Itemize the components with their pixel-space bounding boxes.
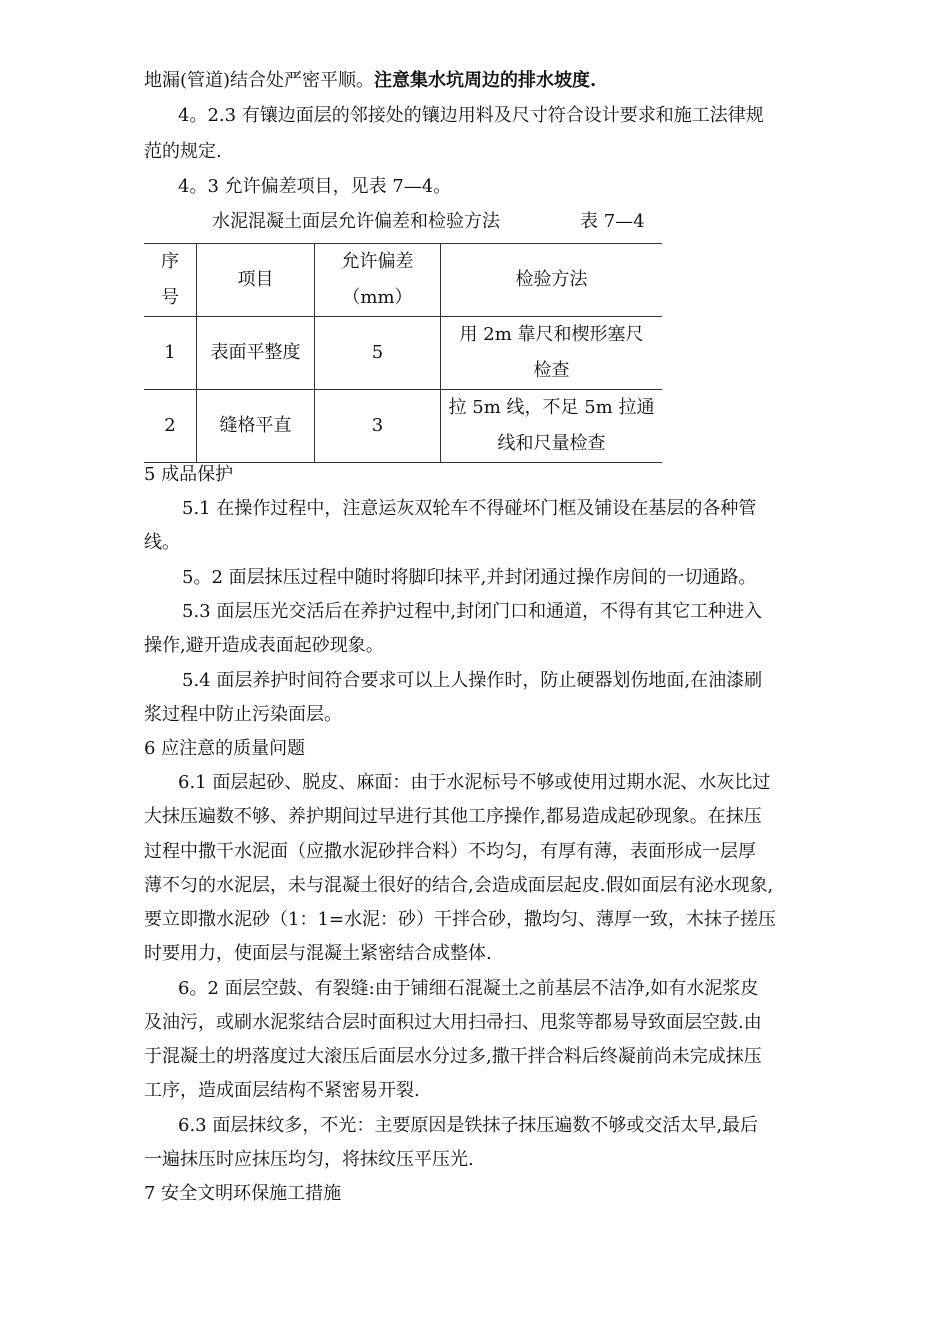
table-row [144, 317, 662, 390]
section-7-heading: 7 安全文明环保施工措施 [144, 1183, 342, 1204]
header-no-line1: 序 [161, 251, 179, 272]
p54-line-2: 浆过程中防止污染面层。 [144, 704, 342, 725]
header-method: 检验方法 [441, 244, 663, 317]
header-item: 项目 [197, 244, 315, 317]
p54-line-1: 5.4 面层养护时间符合要求可以上人操作时，防止硬器划伤地面,在油漆刷 [182, 670, 763, 691]
row-method-line2: 检查 [533, 360, 570, 381]
deviation-table [144, 243, 662, 463]
table-row [144, 390, 662, 463]
intro-line-1 [144, 69, 596, 93]
row-item: 缝格平直 [197, 390, 315, 463]
p61-line: 过程中撒干水泥面（应撒水泥砂拌合料）不均匀，有厚有薄，表面形成一层厚 [144, 841, 756, 862]
table-number: 表 7—4 [580, 211, 645, 232]
header-tol-line2: （mm） [342, 287, 413, 308]
p423-line-1: 4。2.3 有镶边面层的邻接处的镶边用料及尺寸符合设计要求和施工法律规 [178, 105, 764, 126]
p53-line-2: 操作,避开造成表面起砂现象。 [144, 635, 384, 656]
header-tolerance [315, 244, 441, 317]
intro-text: 地漏(管道)结合处严密平顺。 [144, 70, 375, 91]
p62-line: 工序，造成面层结构不紧密易开裂. [144, 1080, 420, 1101]
p51-line-1: 5.1 在操作过程中，注意运灰双轮车不得碰坏门框及铺设在基层的各种管 [182, 498, 757, 519]
row-method [441, 390, 663, 463]
row-no: 2 [144, 390, 197, 463]
p51-line-2: 线。 [144, 532, 180, 553]
p62-line: 及油污，或刷水泥浆结合层时面积过大用扫帚扫、甩浆等都易导致面层空鼓.由 [144, 1012, 762, 1033]
p61-line: 要立即撒水泥砂（1：1=水泥：砂）干拌合砂，撒均匀、薄厚一致，木抹子搓压 [144, 909, 776, 930]
header-tol-line1: 允许偏差 [341, 251, 414, 272]
row-item: 表面平整度 [197, 317, 315, 390]
p61-line: 时要用力，使面层与混凝土紧密结合成整体. [144, 943, 492, 964]
intro-emphasis: 注意集水坑周边的排水坡度. [374, 70, 597, 91]
p43-line: 4。3 允许偏差项目，见表 7—4。 [178, 176, 452, 197]
table-header-row [144, 244, 662, 317]
p53-line-1: 5.3 面层压光交活后在养护过程中,封闭门口和通道，不得有其它工种进入 [182, 601, 763, 622]
p52-line: 5。2 面层抹压过程中随时将脚印抹平,并封闭通过操作房间的一切通路。 [182, 567, 757, 588]
table-title: 水泥混凝土面层允许偏差和检验方法 [212, 211, 500, 232]
p62-line: 6。2 面层空鼓、有裂缝:由于铺细石混凝土之前基层不洁净,如有水泥浆皮 [178, 978, 759, 999]
row-no: 1 [144, 317, 197, 390]
p423-line-2: 范的规定. [144, 141, 222, 162]
p62-line: 于混凝土的坍落度过大滚压后面层水分过多,撒干拌合料后终凝前尚未完成抹压 [144, 1046, 762, 1067]
p61-line: 6.1 面层起砂、脱皮、麻面：由于水泥标号不够或使用过期水泥、水灰比过 [178, 772, 771, 793]
row-tolerance: 5 [315, 317, 441, 390]
p63-line: 一遍抹压时应抹压均匀，将抹纹压平压光. [144, 1149, 474, 1170]
p63-line: 6.3 面层抹纹多，不光：主要原因是铁抹子抹压遍数不够或交活太早,最后 [178, 1115, 759, 1136]
row-method-line2: 线和尺量检查 [497, 433, 606, 454]
section-6-heading: 6 应注意的质量问题 [144, 738, 306, 759]
header-no-line2: 号 [161, 287, 179, 308]
row-method-line1: 拉 5m 线，不足 5m 拉通 [448, 397, 655, 418]
section-5-heading: 5 成品保护 [144, 464, 234, 485]
header-no [144, 244, 197, 317]
row-tolerance: 3 [315, 390, 441, 463]
row-method-line1: 用 2m 靠尺和楔形塞尺 [459, 324, 644, 345]
p61-line: 大抹压遍数不够、养护期间过早进行其他工序操作,都易造成起砂现象。在抹压 [144, 806, 762, 827]
row-method [441, 317, 663, 390]
p61-line: 薄不匀的水泥层，未与混凝土很好的结合,会造成面层起皮.假如面层有泌水现象, [144, 875, 774, 896]
